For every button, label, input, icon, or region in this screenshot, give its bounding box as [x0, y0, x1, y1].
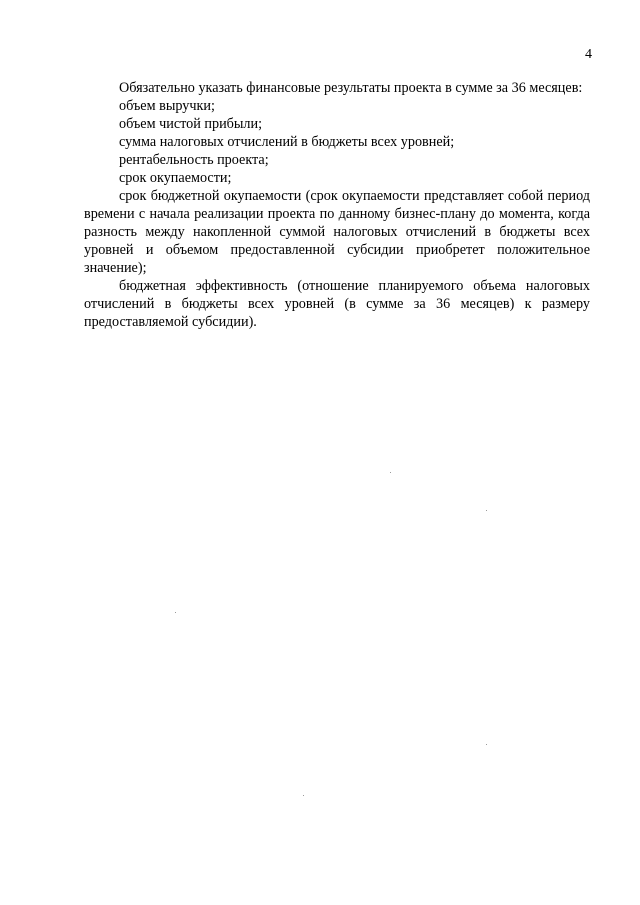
document-body: [84, 79, 590, 331]
scan-speck: [486, 510, 487, 511]
list-item-revenue: объем выручки;: [119, 98, 215, 114]
scan-speck: [486, 744, 487, 745]
scan-speck: [390, 472, 391, 473]
budget-efficiency-paragraph: бюджетная эффективность (отношение планируемого объема налоговых отчислений в бюджеты всех уровней (в сумме за 36 месяцев) к размеру предоставляемой субсидии).: [84, 278, 590, 330]
scan-speck: [175, 612, 176, 613]
intro-paragraph: Обязательно указать финансовые результаты проекта в сумме за 36 месяцев:: [119, 80, 583, 96]
list-item-net-profit: объем чистой прибыли;: [119, 116, 263, 132]
scan-speck: [303, 795, 304, 796]
page-number: 4: [585, 47, 592, 62]
list-item-payback-period: срок окупаемости;: [119, 170, 232, 186]
list-item-profitability: рентабельность проекта;: [119, 152, 269, 168]
budget-payback-paragraph: срок бюджетной окупаемости (срок окупаемости представляет собой период времени с начала реализации проекта по данному бизнес-плану до момента, когда разность между накопленной суммой налоговых отчислений в бюджеты всех уровней и объемом предоставленной субсидии приобретет положительное значение);: [84, 188, 590, 276]
list-item-tax-deductions: сумма налоговых отчислений в бюджеты всех уровней;: [119, 134, 455, 150]
